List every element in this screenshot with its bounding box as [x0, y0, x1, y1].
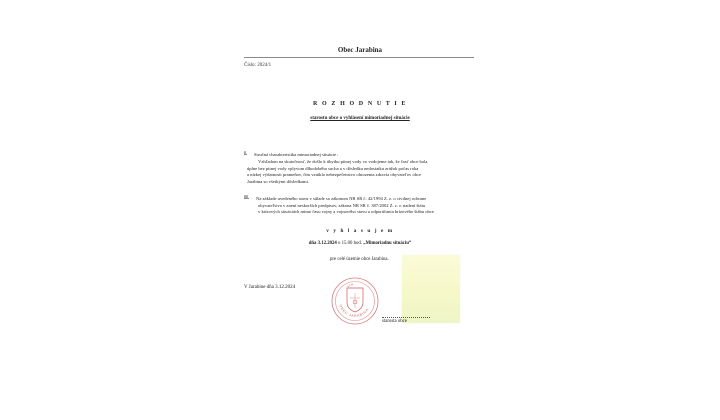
declaration-time: o 15.00 hod.: [338, 241, 362, 246]
document-title: R O Z H O D N U T I E: [312, 101, 408, 107]
signature-label: starosta obce: [382, 319, 407, 324]
seal-text: OBEC JARABINA: [338, 303, 370, 319]
section-1-line: úplne bez pitnej vody vplyvom dlhodobého sucha a v dôsledku nedostatku zrážok počas roka: [247, 165, 419, 171]
section-1-number: I.: [244, 152, 248, 157]
sticky-note-overlay: [402, 255, 460, 323]
seal-graphic: [330, 276, 380, 326]
document-subtitle: starostu obce o vyhlásení mimoriadnej situácie: [310, 116, 410, 121]
svg-text:OBEC JARABINA: [338, 304, 369, 318]
section-1-heading: Stručná charakteristika mimoriadnej situácie :: [254, 152, 339, 157]
place-and-date: V Jarabine dňa 3.12.2024: [244, 285, 296, 290]
declaration-situation: „Mimoriadnu situáciu“: [363, 241, 412, 246]
section-1-line: Vzhľadom na skutočnosť, že došlo k úbytku pitnej vody vo vodojeme tak, že časť obce bola: [258, 159, 428, 164]
section-2-line: obyvateľstva v znení neskorších predpisov, zákona NR SR č. 387/2002 Z. z. o riadení štátu: [258, 202, 426, 208]
signature-line: [382, 317, 430, 318]
declaration-scope: pre celé územie obce Jarabina.: [330, 257, 389, 262]
municipality-header: Obec Jarabina: [337, 46, 383, 54]
reference-number: Číslo: 2024/1: [244, 63, 272, 68]
section-1-line: Jarabina so všetkými dôsledkami.: [247, 178, 310, 184]
declaration-line: [0, 241, 720, 246]
declaration-heading: v y h l a s u j e m: [326, 228, 394, 234]
section-2-line: v krízových situáciách mimo času vojny a vojnového stavu a odporúčania krízového štábu obce: [258, 209, 434, 214]
section-1-line: a nízkej výdatnosti prameňov, čím vzniklo nebezpečenstvo ohrozenia zdravia obyvateľov obce: [247, 172, 422, 177]
header-divider: [244, 57, 474, 58]
seal-top-text: ST.M: [346, 283, 354, 289]
section-2-number: II.: [244, 196, 250, 201]
section-2-line: Na základe uvedeného stavu v súlade so zákonom NR SR č. 42/1994 Z. z. o civilnej ochrane: [256, 196, 427, 201]
official-seal: [330, 276, 380, 326]
declaration-date: dňa 3.12.2024: [308, 241, 337, 246]
